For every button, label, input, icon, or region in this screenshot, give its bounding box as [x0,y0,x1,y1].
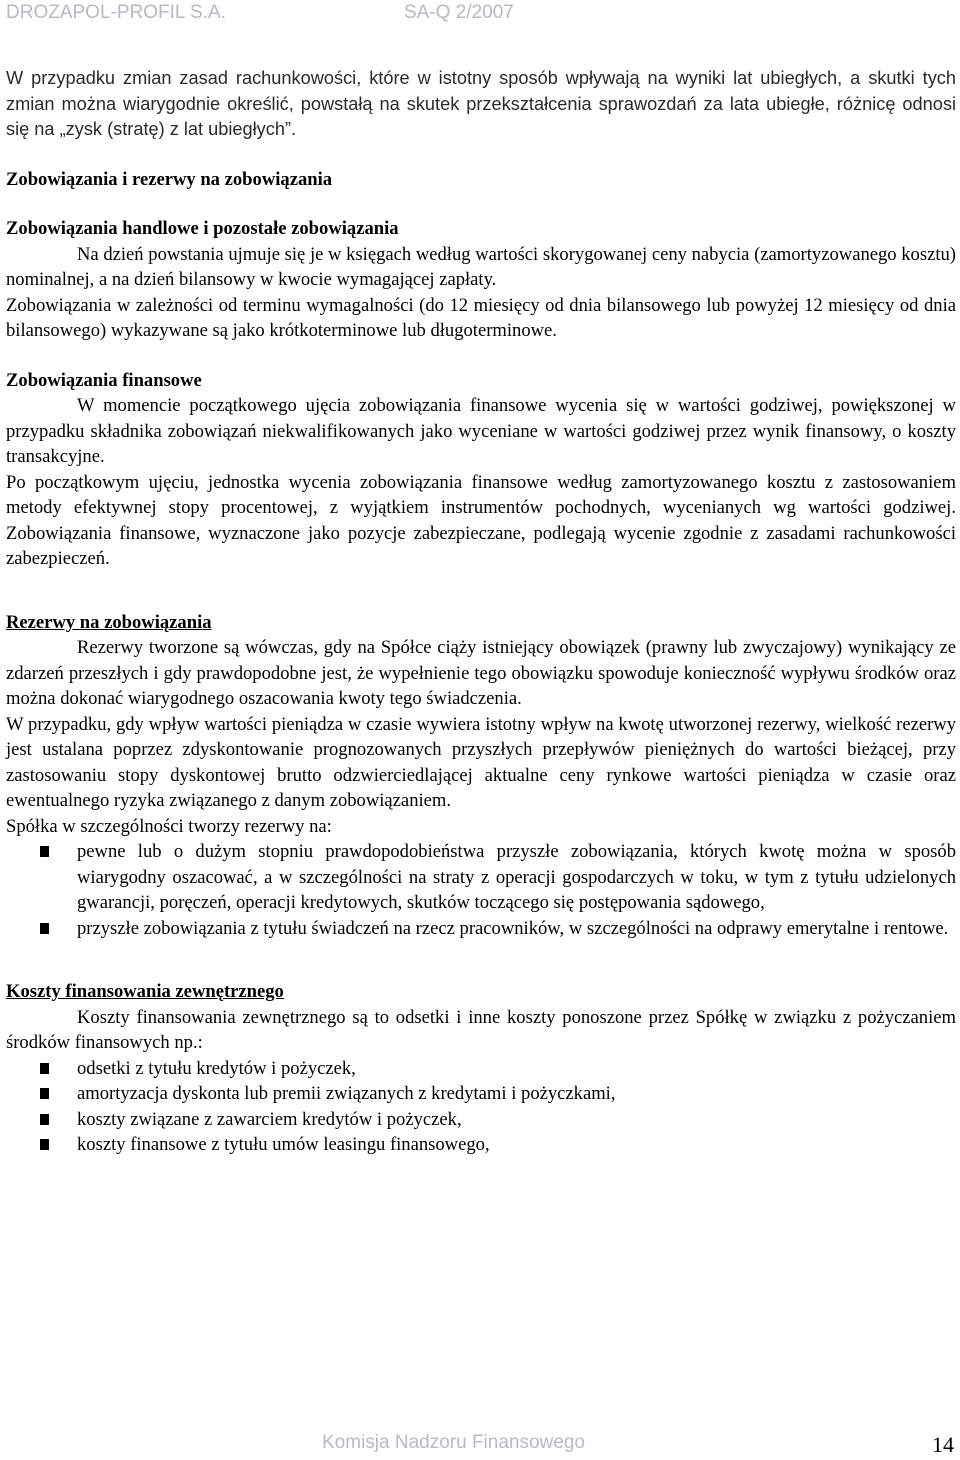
list-item [6,1132,956,1158]
bullet-square-icon [40,846,49,857]
financing-costs-list [6,1056,956,1158]
list-item-text: pewne lub o dużym stopniu prawdopodobieństwa przyszłe zobowiązania, których kwotę można w sposób wiarygodny oszacować, a w szczególności na straty z operacji gospodarczych w toku, w tym z tytułu udzielonych gwarancji, poręczeń, operacji kredytowych, skutków toczącego się postępowania sądowego, [77,841,956,913]
list-item [6,916,956,942]
external-financing-costs-paragraph: Koszty finansowania zewnętrznego są to odsetki i inne koszty ponoszone przez Spółkę w związku z pożyczaniem środków finansowych np.: [6,1006,956,1053]
page-number: 14 [932,1432,954,1457]
bullet-square-icon [40,1114,49,1125]
bullet-square-icon [40,1063,49,1074]
list-item [6,1056,956,1082]
trade-liabilities-paragraph-2: Zobowiązania w zależności od terminu wymagalności (do 12 miesięcy od dnia bilansowego lub powyżej 12 miesięcy od dnia bilansowego) wykazywane są jako krótkoterminowe lub długoterminowe. [6,294,956,341]
header-report-id: SA-Q 2/2007 [404,2,514,23]
provisions-paragraph-1: Rezerwy tworzone są wówczas, gdy na Spółce ciąży istniejący obowiązek (prawny lub zwyczajowy) wynikający ze zdarzeń przeszłych i gdy prawdopodobne jest, że wypełnienie tego obowiązku spowoduje konieczność wypływu środków oraz można dokonać wiarygodnego oszacowania kwoty tego świadczenia. [6,637,956,709]
list-item-text: koszty związane z zawarciem kredytów i pożyczek, [77,1108,462,1130]
trade-liabilities-paragraph-1: Na dzień powstania ujmuje się je w księgach według wartości skorygowanej ceny nabycia (zamortyzowanego kosztu) nominalnej, a na dzień bilansowy w kwocie wymagającej zapłaty. [6,243,956,290]
list-item [6,1081,956,1107]
provisions-heading: Rezerwy na zobowiązania [6,611,212,633]
financial-liabilities-heading: Zobowiązania finansowe [6,369,202,391]
list-item-text: koszty finansowe z tytułu umów leasingu finansowego, [77,1134,490,1155]
section-liabilities-heading: Zobowiązania i rezerwy na zobowiązania [6,168,333,190]
external-financing-costs-heading: Koszty finansowania zewnętrznego [6,981,284,1002]
list-item [6,1107,956,1133]
document-body [6,66,956,1158]
header-company: DROZAPOL-PROFIL S.A. [6,2,226,23]
financial-liabilities-paragraph-1: W momencie początkowego ujęcia zobowiązania finansowe wycenia się w wartości godziwej, powiększonej w przypadku składnika zobowiązań niekwalifikowanych jako wyceniane w wartości godziwej przez wynik finansowy, o koszty transakcyjne. [6,395,956,467]
provisions-paragraph-3: Spółka w szczególności tworzy rezerwy na: [6,815,332,837]
bullet-square-icon [40,1088,49,1099]
footer-organization: Komisja Nadzoru Finansowego [322,1432,585,1453]
intro-paragraph: W przypadku zmian zasad rachunkowości, które w istotny sposób wpływają na wyniki lat ubiegłych, a skutki tych zmian można wiarygodnie określić, powstałą na skutek przekształcenia sprawozdań za lata ubiegłe, różnicę odnosi się na „zysk (stratę) z lat ubiegłych”. [6,68,956,139]
list-item [6,839,956,916]
page-footer [0,1432,960,1458]
financial-liabilities-paragraph-2: Po początkowym ujęciu, jednostka wycenia zobowiązania finansowe według zamortyzowanego kosztu z zastosowaniem metody efektywnej stopy procentowej, z wyjątkiem instrumentów pochodnych, wycenianych wg wartości godziwej. Zobowiązania finansowe, wyznaczone jako pozycje zabezpieczane, podlegają wycenie zgodnie z zasadami rachunkowości zabezpieczeń. [6,471,956,569]
list-item-text: przyszłe zobowiązania z tytułu świadczeń na rzecz pracowników, w szczególności na odprawy emerytalne i rentowe. [77,917,949,939]
list-item-text: amortyzacja dyskonta lub premii związanych z kredytami i pożyczkami, [77,1083,616,1104]
provisions-paragraph-2: W przypadku, gdy wpływ wartości pieniądza w czasie wywiera istotny wpływ na kwotę utworzonej rezerwy, wielkość rezerwy jest ustalana poprzez zdyskontowanie prognozowanych przyszłych przepływów pieniężnych do wartości bieżącej, przy zastosowaniu stopy dyskontowej brutto odzwierciedlającej aktualne ceny rynkowe wartości pieniądza w czasie oraz ewentualnego ryzyka związanego z danym zobowiązaniem. [6,713,956,811]
bullet-square-icon [40,1139,49,1150]
provisions-list [6,839,956,941]
list-item-text: odsetki z tytułu kredytów i pożyczek, [77,1057,356,1079]
trade-liabilities-heading: Zobowiązania handlowe i pozostałe zobowiązania [6,218,399,239]
page-header [6,2,954,32]
bullet-square-icon [40,923,49,934]
